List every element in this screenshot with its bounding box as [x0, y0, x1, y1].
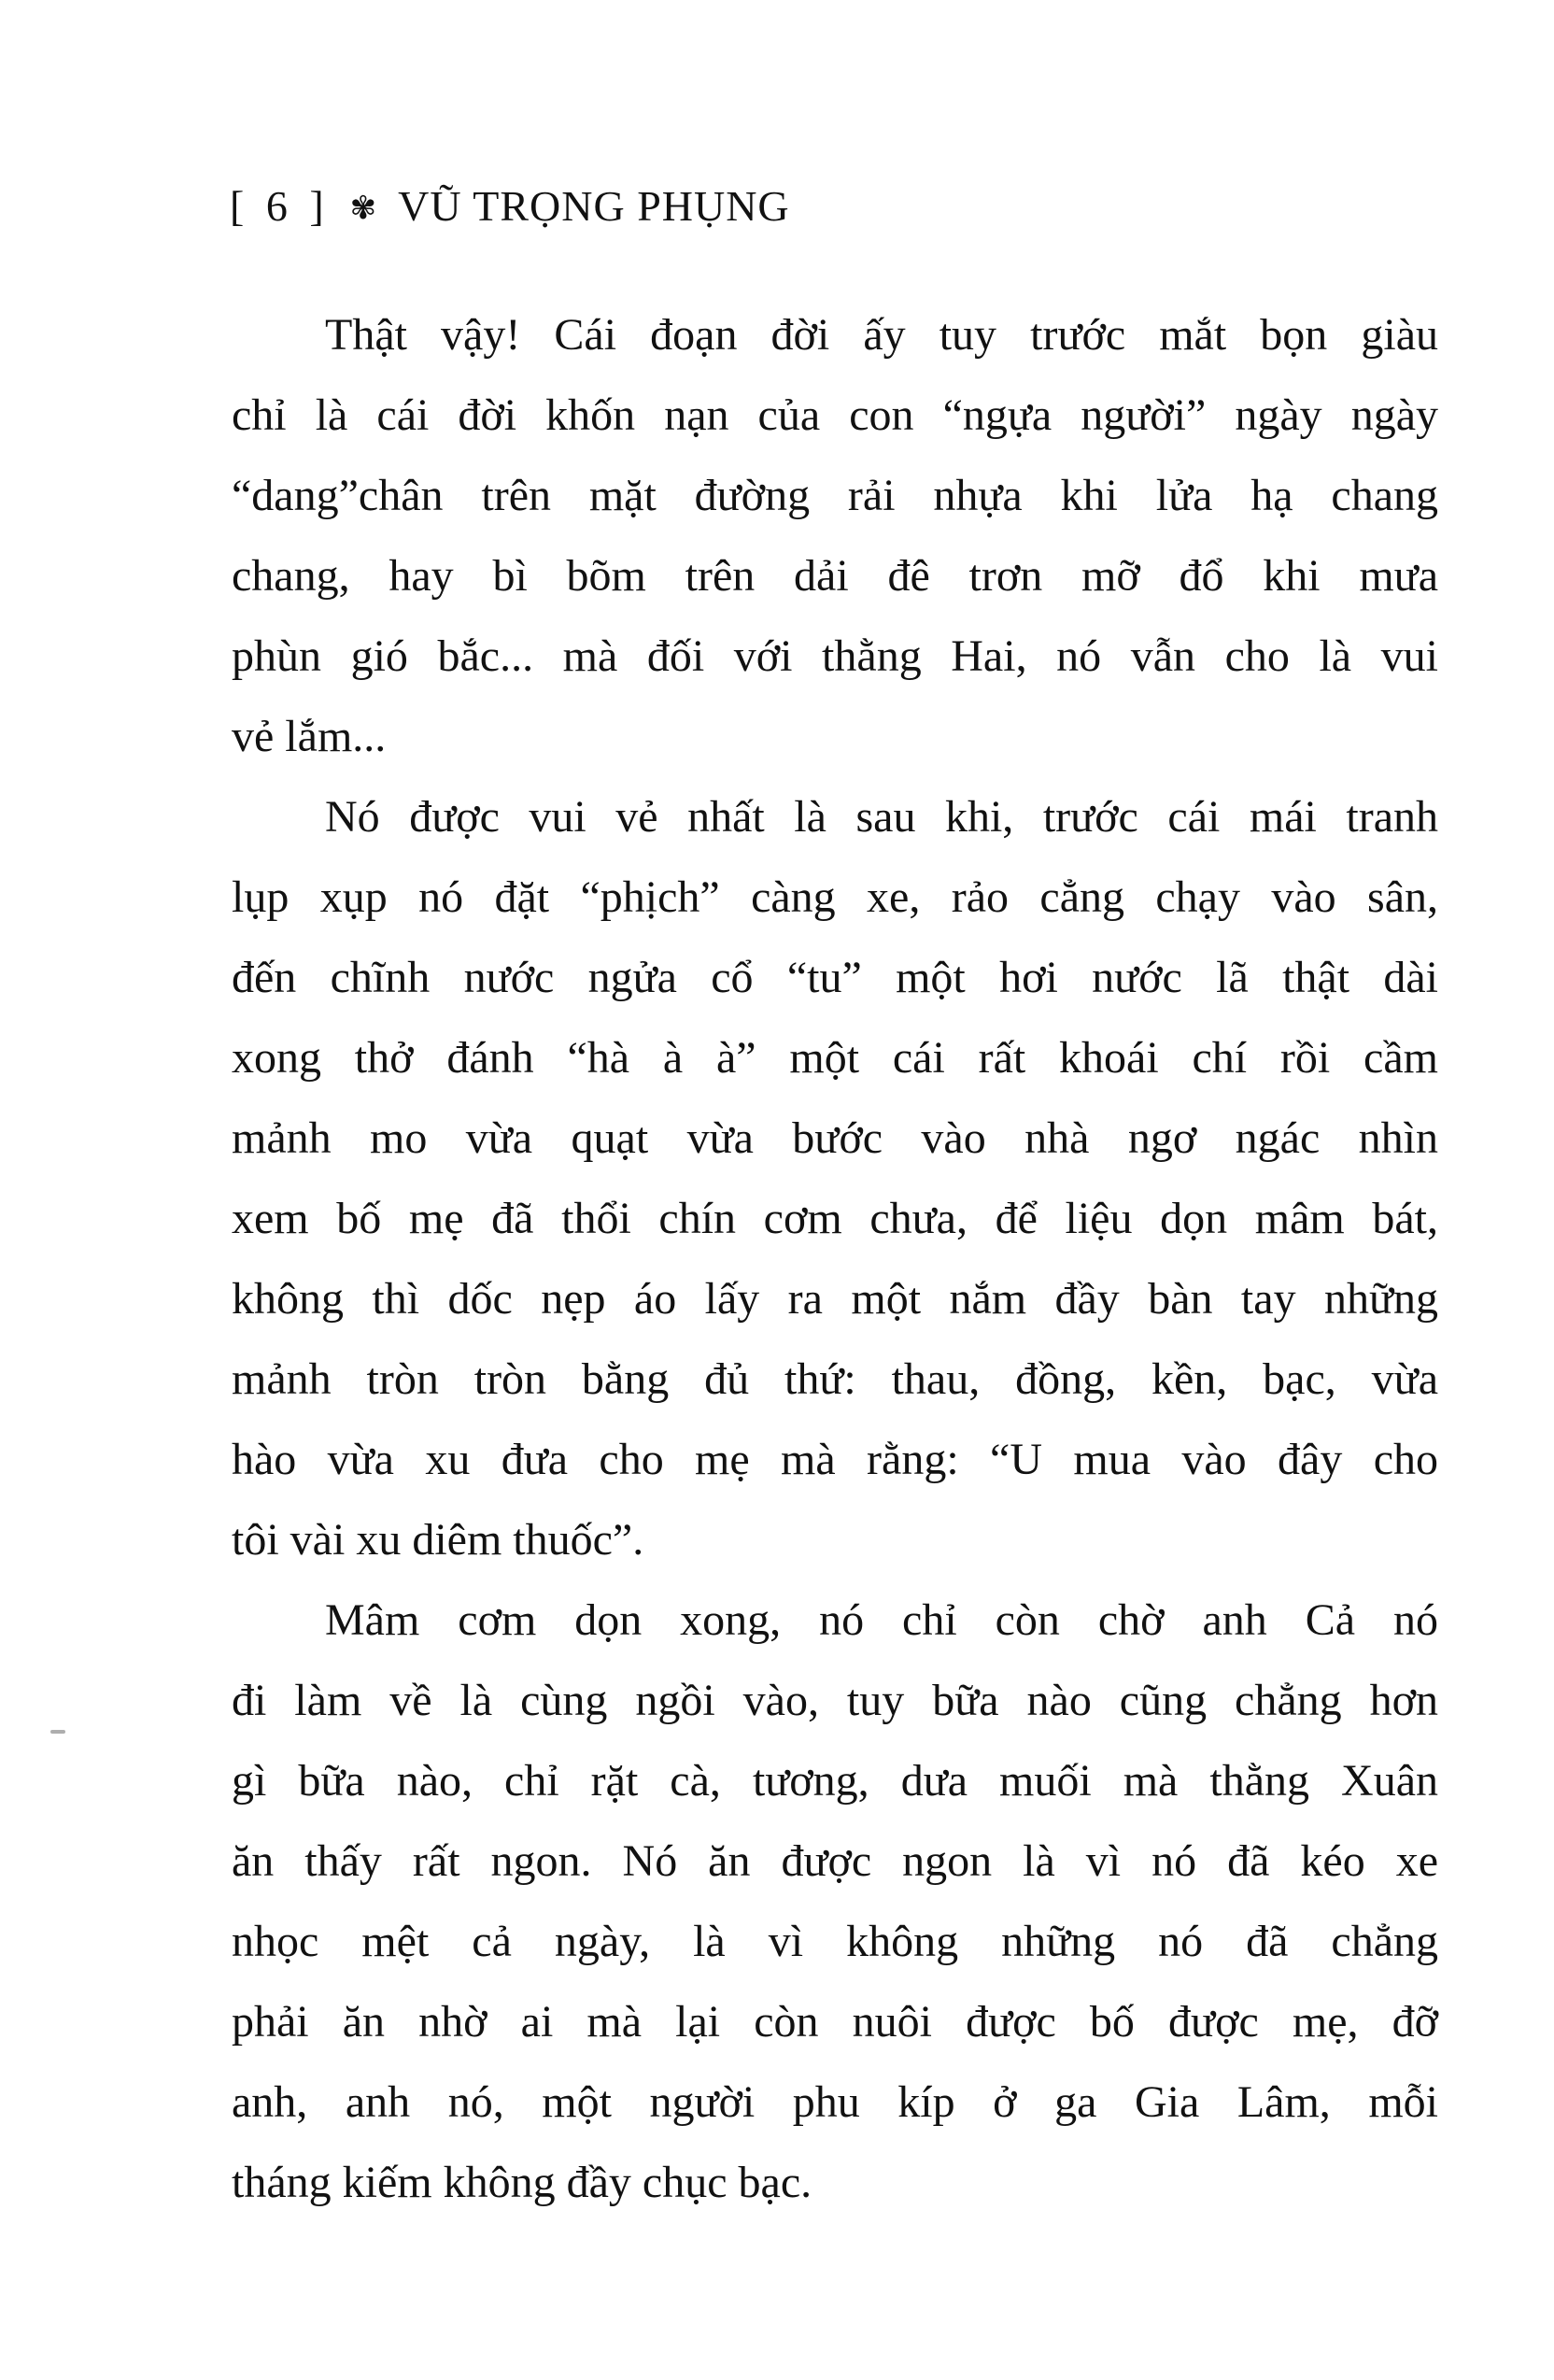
text-line: anh, anh nó, một người phu kíp ở ga Gia Lâm, mỗi — [232, 2077, 1438, 2127]
text-line: đi làm về là cùng ngồi vào, tuy bữa nào cũng chẳng hơn — [232, 1676, 1438, 1725]
text-line: vẻ lắm... — [232, 712, 387, 761]
paragraph — [232, 1580, 1438, 2223]
text-line: Nó được vui vẻ nhất là sau khi, trước cái mái tranh — [325, 792, 1438, 842]
text-line: mảnh tròn tròn bằng đủ thứ: thau, đồng, kền, bạc, vừa — [232, 1354, 1438, 1404]
text-line: tôi vài xu diêm thuốc”. — [232, 1515, 644, 1565]
text-line: tháng kiếm không đầy chục bạc. — [232, 2158, 812, 2207]
text-line: mảnh mo vừa quạt vừa bước vào nhà ngơ ngác nhìn — [232, 1113, 1438, 1163]
text-line: phải ăn nhờ ai mà lại còn nuôi được bố được mẹ, đỡ — [232, 1997, 1438, 2047]
text-line: đến chĩnh nước ngửa cổ “tu” một hơi nước lã thật dài — [232, 953, 1438, 1002]
page-number: [ 6 ] — [230, 182, 330, 230]
page-body — [232, 295, 1438, 2223]
text-line: xem bố mẹ đã thổi chín cơm chưa, để liệu dọn mâm bát, — [232, 1194, 1438, 1243]
text-line: “dang”chân trên mặt đường rải nhựa khi lửa hạ chang — [232, 471, 1438, 520]
text-line: gì bữa nào, chỉ rặt cà, tương, dưa muối mà thằng Xuân — [232, 1756, 1438, 1806]
scan-artifact-mark — [50, 1730, 65, 1734]
text-line: chỉ là cái đời khốn nạn của con “ngựa người” ngày ngày — [232, 390, 1438, 440]
text-line: xong thở đánh “hà à à” một cái rất khoái chí rồi cầm — [232, 1033, 1438, 1083]
text-line: không thì dốc nẹp áo lấy ra một nắm đầy bàn tay những — [232, 1274, 1438, 1324]
author-name: VŨ TRỌNG PHỤNG — [398, 182, 790, 230]
text-line: ăn thấy rất ngon. Nó ăn được ngon là vì nó đã kéo xe — [232, 1836, 1438, 1886]
text-line: Mâm cơm dọn xong, nó chỉ còn chờ anh Cả nó — [325, 1595, 1438, 1645]
text-line: phùn gió bắc... mà đối với thằng Hai, nó vẫn cho là vui — [232, 631, 1438, 681]
text-line: hào vừa xu đưa cho mẹ mà rằng: “U mua vào đây cho — [232, 1435, 1438, 1484]
page-header — [230, 182, 790, 230]
text-line: nhọc mệt cả ngày, là vì không những nó đã chẳng — [232, 1917, 1438, 1966]
paragraph — [232, 777, 1438, 1580]
paragraph — [232, 295, 1438, 777]
flower-ornament-icon: ✾ — [349, 190, 378, 227]
text-line: lụp xụp nó đặt “phịch” càng xe, rảo cẳng chạy vào sân, — [232, 872, 1438, 922]
text-line: Thật vậy! Cái đoạn đời ấy tuy trước mắt bọn giàu — [325, 310, 1438, 360]
text-line: chang, hay bì bõm trên dải đê trơn mỡ đổ khi mưa — [232, 551, 1438, 601]
